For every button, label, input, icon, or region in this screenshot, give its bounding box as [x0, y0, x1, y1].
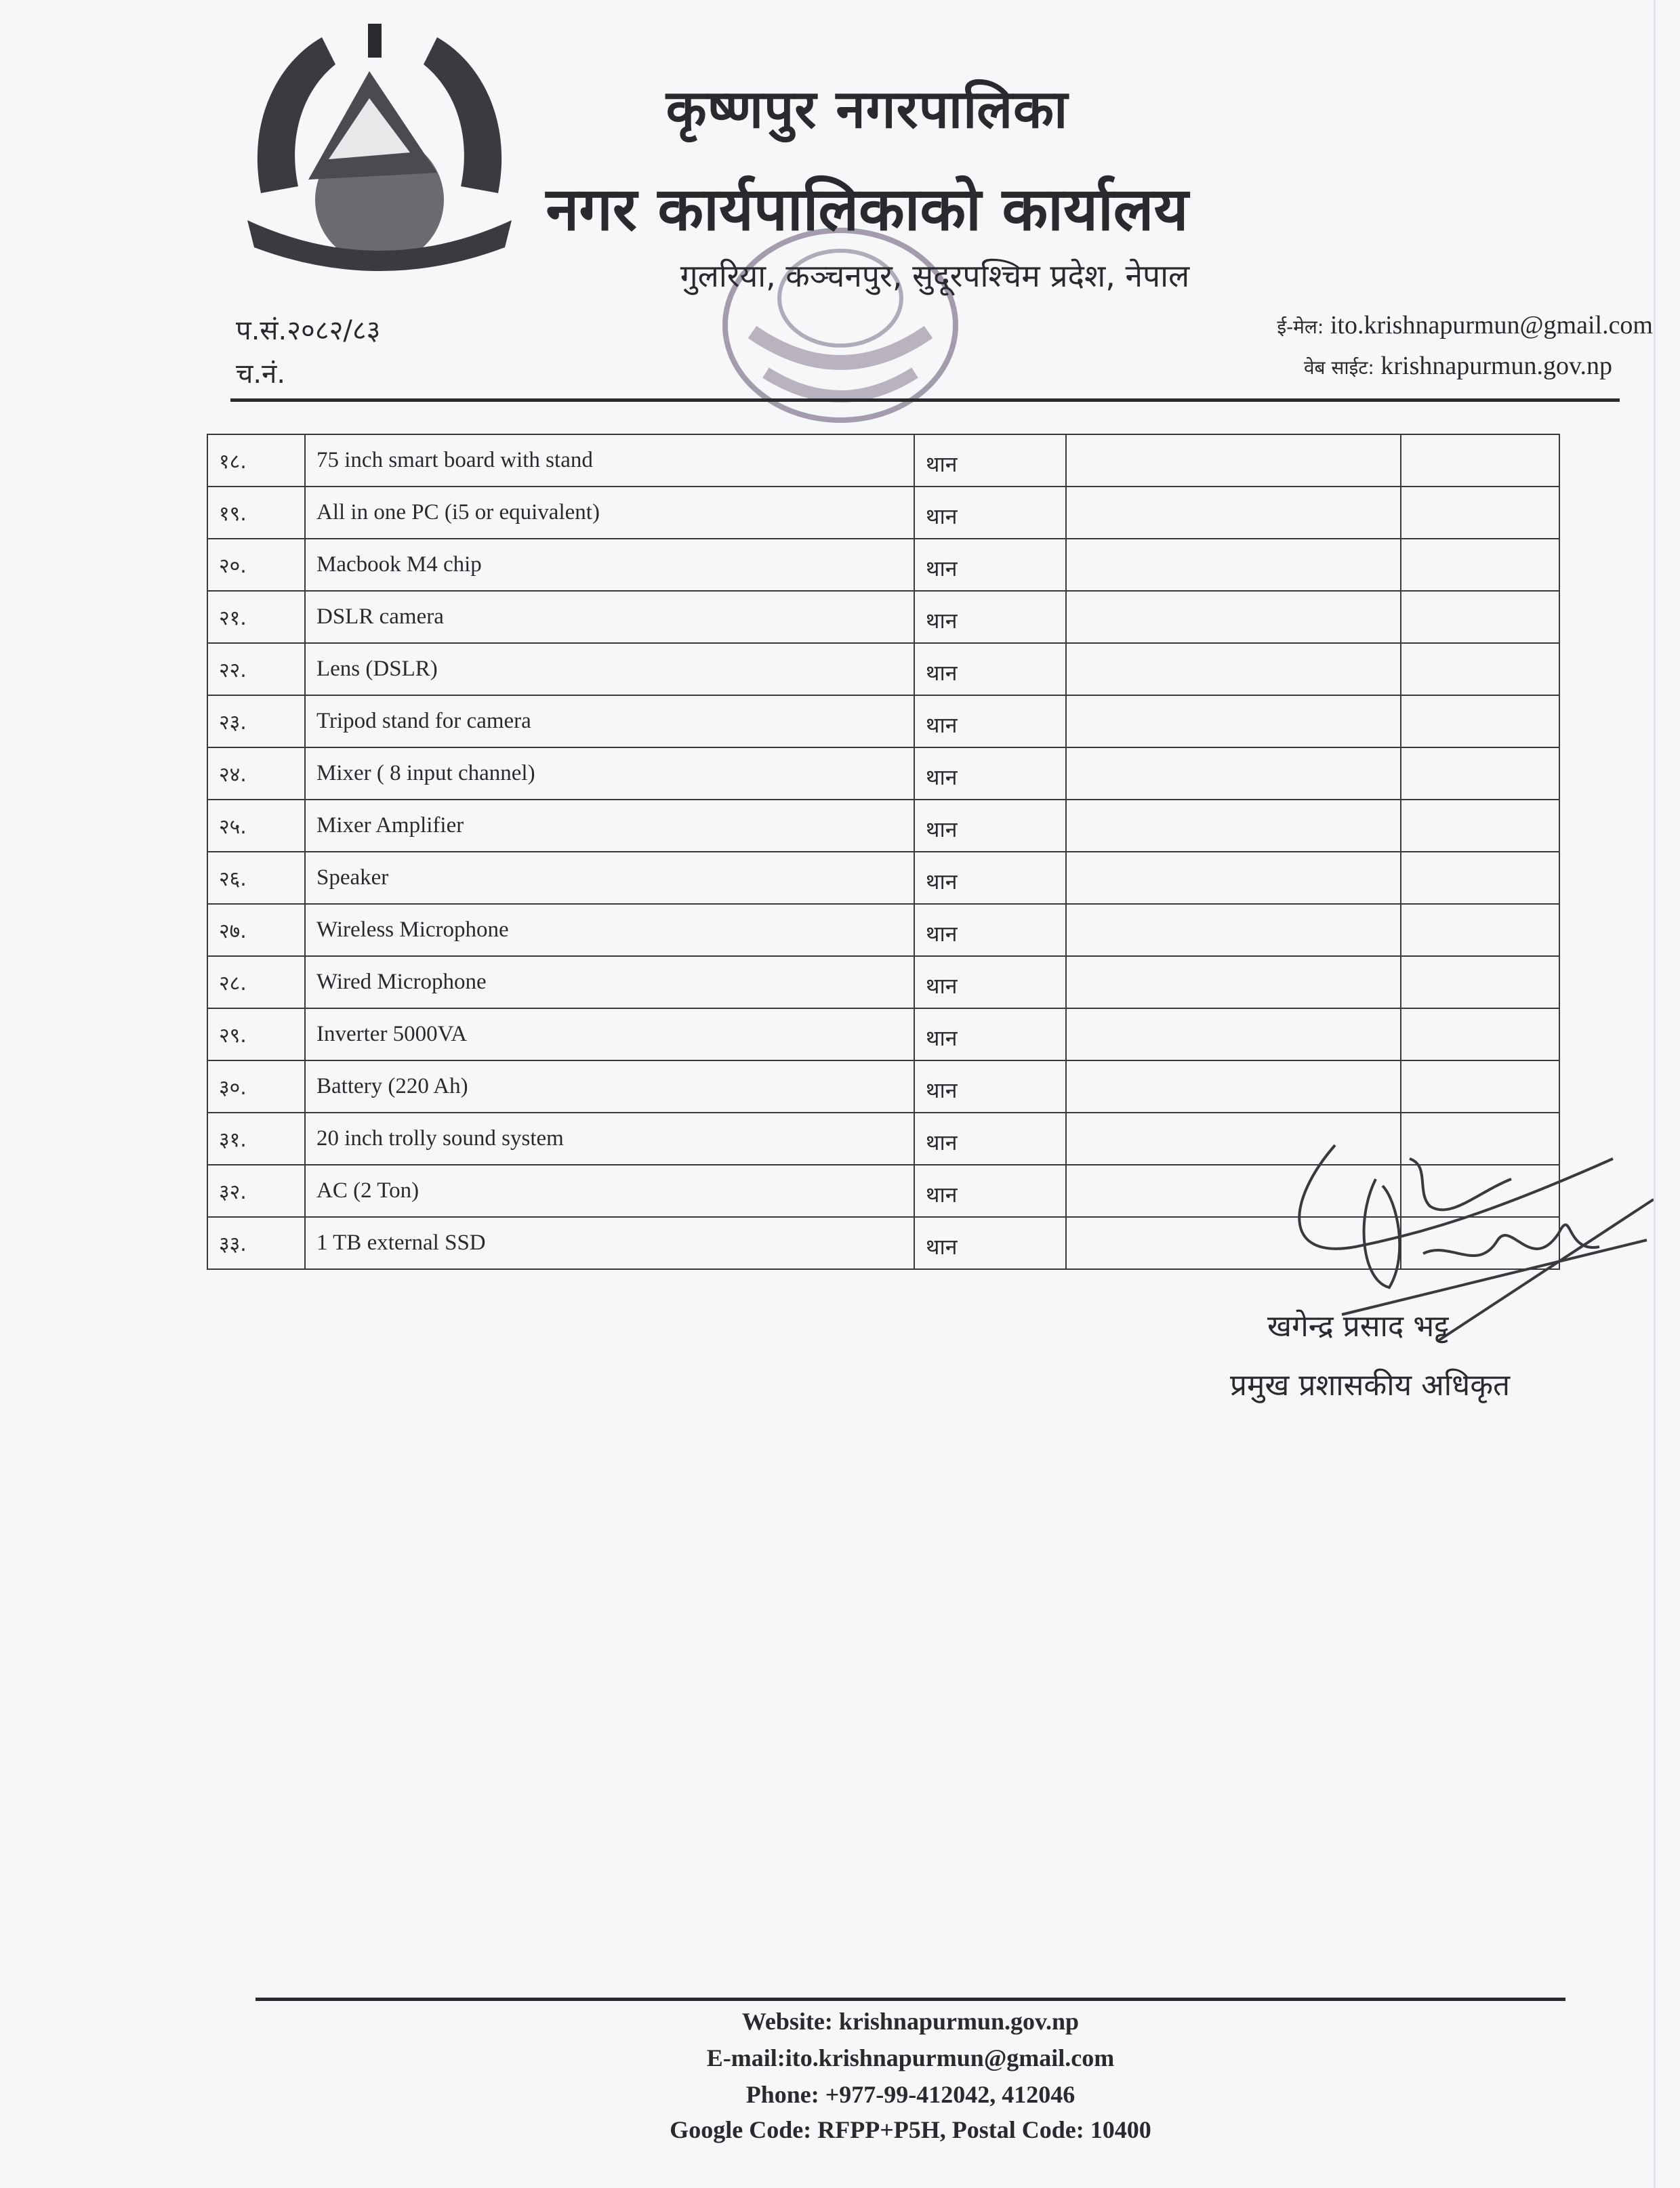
footer-email: E-mail:ito.krishnapurmun@gmail.com — [706, 2044, 1115, 2071]
empty-cell — [1066, 643, 1401, 695]
table-row — [207, 1060, 1559, 1113]
item-name-cell: Wireless Microphone — [305, 904, 914, 956]
office-address: गुलरिया, कञ्चनपुर, सुदूरपश्चिम प्रदेश, नेपाल — [680, 257, 1190, 294]
signatory-designation: प्रमुख प्रशासकीय अधिकृत — [1230, 1368, 1511, 1403]
email-value: ito.krishnapurmun@gmail.com — [1330, 311, 1653, 339]
unit-cell: थान — [914, 1217, 1066, 1269]
item-name-cell: Wired Microphone — [305, 956, 914, 1008]
unit-cell: थान — [914, 1113, 1066, 1165]
item-name-cell: Macbook M4 chip — [305, 539, 914, 591]
empty-cell — [1066, 695, 1401, 747]
table-row — [207, 591, 1559, 643]
empty-cell — [1401, 434, 1559, 487]
table-row — [207, 747, 1559, 800]
table-row — [207, 956, 1559, 1008]
item-name-cell: DSLR camera — [305, 591, 914, 643]
footer-phone: Phone: +977-99-412042, 412046 — [745, 2081, 1075, 2108]
unit-cell: थान — [914, 591, 1066, 643]
empty-cell — [1401, 904, 1559, 956]
unit-cell: थान — [914, 643, 1066, 695]
website-value: krishnapurmun.gov.np — [1380, 352, 1612, 380]
header-website — [1304, 351, 1612, 381]
serial-number-cell: २१. — [207, 591, 305, 643]
unit-cell: थान — [914, 800, 1066, 852]
serial-number-cell: ३१. — [207, 1113, 305, 1165]
item-name-cell: All in one PC (i5 or equivalent) — [305, 487, 914, 539]
serial-number-cell: २२. — [207, 643, 305, 695]
empty-cell — [1066, 539, 1401, 591]
serial-number-cell: ३३. — [207, 1217, 305, 1269]
dispatch-number: च.नं. — [236, 358, 286, 390]
unit-cell: थान — [914, 904, 1066, 956]
empty-cell — [1401, 956, 1559, 1008]
empty-cell — [1066, 852, 1401, 904]
unit-cell: थान — [914, 852, 1066, 904]
item-name-cell: Inverter 5000VA — [305, 1008, 914, 1060]
item-name-cell: AC (2 Ton) — [305, 1165, 914, 1217]
empty-cell — [1401, 539, 1559, 591]
header-divider — [230, 398, 1620, 402]
serial-number-cell: २९. — [207, 1008, 305, 1060]
empty-cell — [1401, 1060, 1559, 1113]
table-row — [207, 904, 1559, 956]
serial-number-cell: ३०. — [207, 1060, 305, 1113]
empty-cell — [1066, 487, 1401, 539]
unit-cell: थान — [914, 747, 1066, 800]
serial-number-cell: २८. — [207, 956, 305, 1008]
item-name-cell: 1 TB external SSD — [305, 1217, 914, 1269]
empty-cell — [1401, 643, 1559, 695]
header-email — [1277, 310, 1653, 340]
footer-website: Website: krishnapurmun.gov.np — [741, 2008, 1080, 2035]
item-name-cell: Mixer Amplifier — [305, 800, 914, 852]
empty-cell — [1401, 852, 1559, 904]
serial-number-cell: २७. — [207, 904, 305, 956]
empty-cell — [1066, 904, 1401, 956]
item-name-cell: Tripod stand for camera — [305, 695, 914, 747]
table-row — [207, 434, 1559, 487]
footer-divider — [255, 1998, 1565, 2001]
empty-cell — [1066, 956, 1401, 1008]
municipality-title: कृष्णपुर नगरपालिका — [665, 79, 1069, 140]
unit-cell: थान — [914, 956, 1066, 1008]
unit-cell: थान — [914, 487, 1066, 539]
table-row — [207, 643, 1559, 695]
empty-cell — [1401, 591, 1559, 643]
table-row — [207, 695, 1559, 747]
item-name-cell: 20 inch trolly sound system — [305, 1113, 914, 1165]
footer-codes: Google Code: RFPP+P5H, Postal Code: 10400 — [670, 2116, 1151, 2143]
empty-cell — [1401, 800, 1559, 852]
serial-number-cell: १९. — [207, 487, 305, 539]
unit-cell: थान — [914, 695, 1066, 747]
empty-cell — [1066, 434, 1401, 487]
serial-number-cell: २०. — [207, 539, 305, 591]
empty-cell — [1401, 695, 1559, 747]
serial-number-cell: २४. — [207, 747, 305, 800]
reference-number: प.सं.२०८२/८३ — [236, 315, 381, 346]
table-row — [207, 852, 1559, 904]
empty-cell — [1066, 747, 1401, 800]
empty-cell — [1066, 591, 1401, 643]
item-name-cell: Mixer ( 8 input channel) — [305, 747, 914, 800]
item-name-cell: Speaker — [305, 852, 914, 904]
empty-cell — [1066, 1060, 1401, 1113]
table-row — [207, 487, 1559, 539]
unit-cell: थान — [914, 1060, 1066, 1113]
empty-cell — [1066, 800, 1401, 852]
empty-cell — [1401, 747, 1559, 800]
item-name-cell: 75 inch smart board with stand — [305, 434, 914, 487]
item-name-cell: Battery (220 Ah) — [305, 1060, 914, 1113]
scan-edge-line — [1654, 0, 1656, 2188]
empty-cell — [1066, 1008, 1401, 1060]
unit-cell: थान — [914, 1008, 1066, 1060]
unit-cell: थान — [914, 434, 1066, 487]
empty-cell — [1401, 487, 1559, 539]
empty-cell — [1401, 1008, 1559, 1060]
website-label: वेब साईट: — [1303, 356, 1374, 379]
office-title: नगर कार्यपालिकाको कार्यालय — [546, 174, 1189, 244]
table-row — [207, 1008, 1559, 1060]
table-row — [207, 800, 1559, 852]
serial-number-cell: १८. — [207, 434, 305, 487]
signatory-name: खगेन्द्र प्रसाद भट्ट — [1267, 1309, 1449, 1344]
table-row — [207, 539, 1559, 591]
email-label: ई-मेल: — [1277, 316, 1324, 338]
unit-cell: थान — [914, 539, 1066, 591]
serial-number-cell: ३२. — [207, 1165, 305, 1217]
unit-cell: थान — [914, 1165, 1066, 1217]
serial-number-cell: २३. — [207, 695, 305, 747]
serial-number-cell: २६. — [207, 852, 305, 904]
item-name-cell: Lens (DSLR) — [305, 643, 914, 695]
serial-number-cell: २५. — [207, 800, 305, 852]
